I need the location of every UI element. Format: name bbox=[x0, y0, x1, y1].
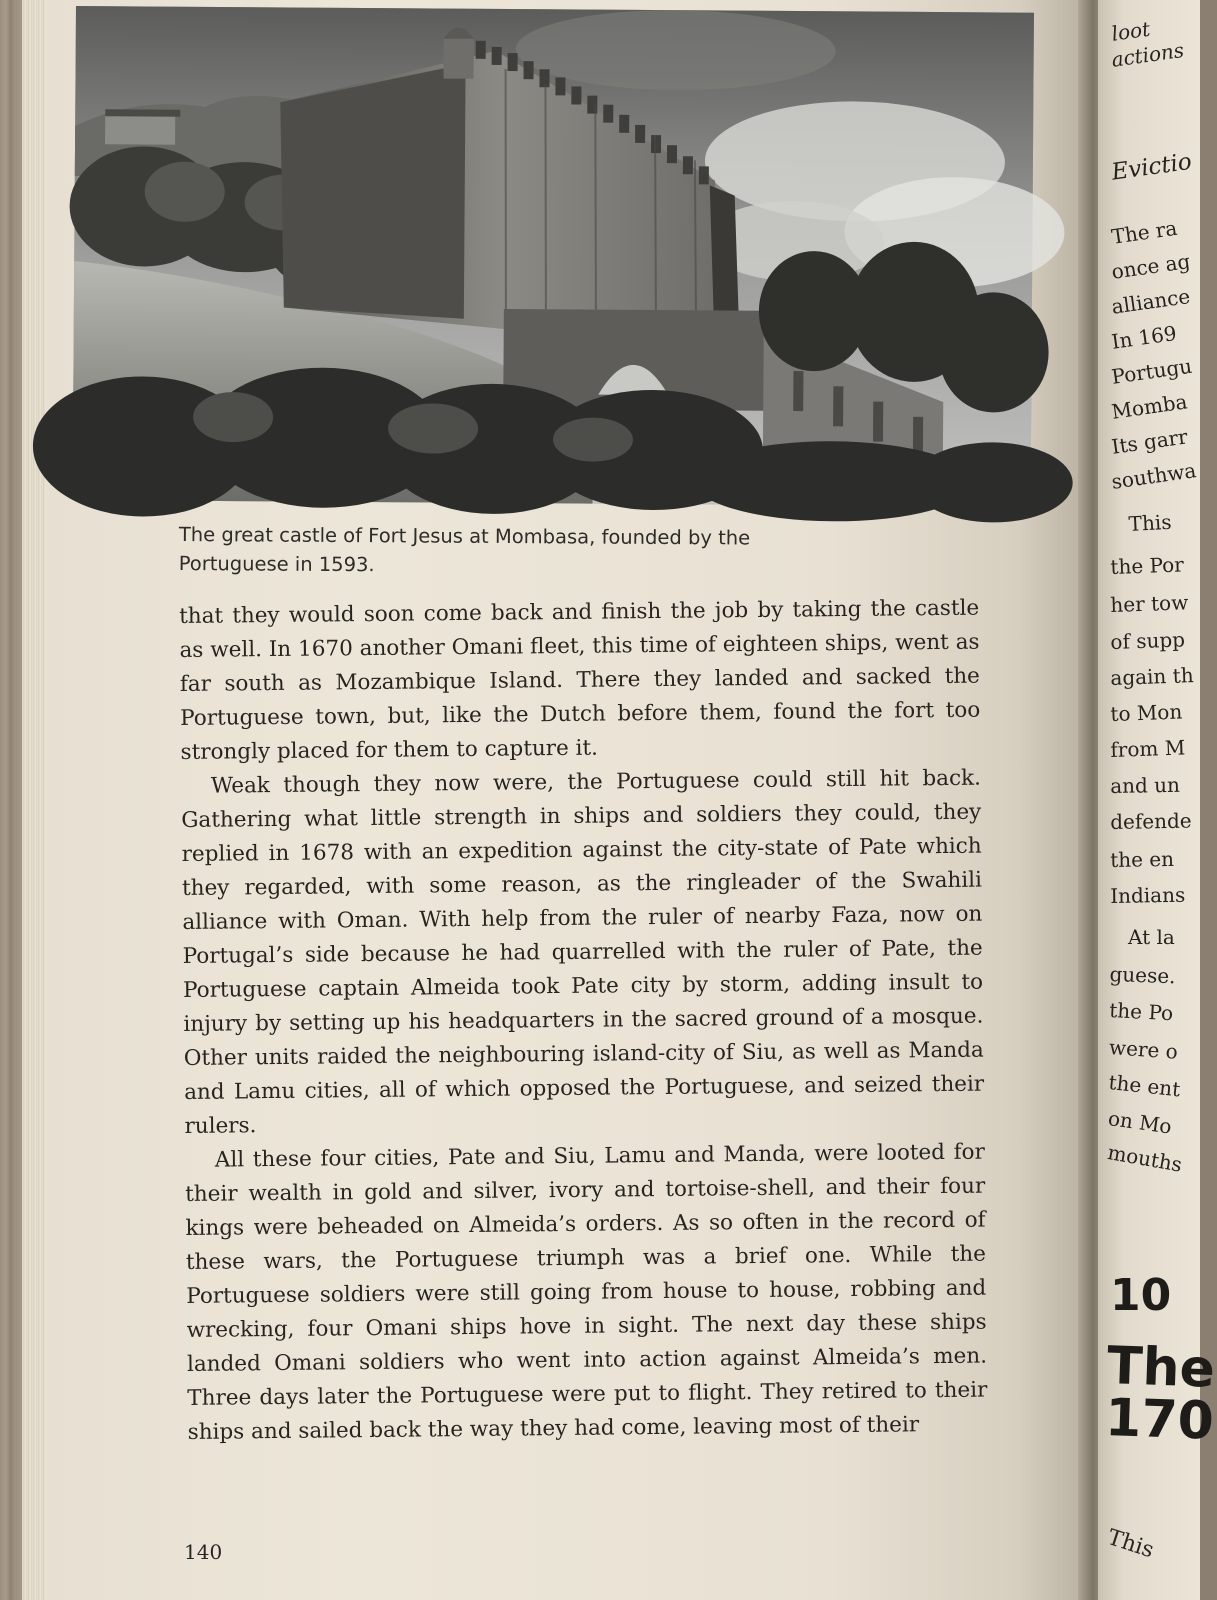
facing-line: on Mo bbox=[1106, 1106, 1174, 1139]
left-page bbox=[46, 0, 1092, 1600]
facing-line: from M bbox=[1110, 735, 1186, 762]
facing-line: Its garr bbox=[1110, 424, 1190, 459]
photo-illustration bbox=[73, 6, 1034, 507]
facing-line: defende bbox=[1110, 808, 1192, 834]
facing-line: southwa bbox=[1110, 458, 1198, 494]
caption-line-1: The great castle of Fort Jesus at Mombasa, founded by the bbox=[178, 522, 751, 550]
facing-line: and un bbox=[1110, 772, 1181, 798]
facing-line: once ag bbox=[1110, 248, 1192, 284]
facing-line: Indians bbox=[1110, 882, 1186, 908]
facing-line: the en bbox=[1110, 846, 1175, 872]
facing-line: actions bbox=[1110, 37, 1186, 72]
facing-line: of supp bbox=[1110, 627, 1186, 654]
facing-line: At la bbox=[1128, 925, 1175, 949]
facing-line: alliance bbox=[1110, 284, 1192, 319]
facing-line: the Po bbox=[1108, 998, 1174, 1026]
facing-line: to Mon bbox=[1110, 699, 1183, 726]
body-text bbox=[179, 592, 988, 1450]
photo-caption bbox=[179, 520, 939, 583]
body-paragraph-2: Weak though they now were, the Portuguese could still hit back. Gathering what little strength in ships and soldiers they could, they replied in 1678 with an expedition against the city-state of Pate which they regarded, with some reason, as the ringleader of the Swahili alliance with Oman. With help from the ruler of nearby Faza, now on Portugal’s side because he had quarrelled with the ruler of Pate, the Portuguese captain Almeida took Pate city by storm, adding insult to injury by setting up his headquarters in the sacred ground of a mosque. Other units raided the neighbouring island-city of Siu, as well as Manda and Lamu cities, all of which opposed the Portuguese, and seized their rulers. bbox=[181, 765, 985, 1139]
facing-line: In 169 bbox=[1110, 320, 1179, 354]
facing-line: This bbox=[1128, 509, 1173, 536]
facing-line: again th bbox=[1110, 663, 1194, 690]
facing-line: loot bbox=[1110, 16, 1152, 46]
caption-line-2: Portuguese in 1593. bbox=[178, 551, 375, 577]
facing-line: her tow bbox=[1110, 590, 1189, 617]
facing-line: Momba bbox=[1110, 389, 1189, 424]
chapter-number: 10 bbox=[1110, 1270, 1172, 1321]
facing-line: the Por bbox=[1110, 552, 1185, 579]
facing-line: Portugu bbox=[1110, 353, 1194, 389]
facing-line: guese. bbox=[1109, 962, 1176, 989]
chapter-title: The 170 bbox=[1104, 1336, 1216, 1452]
facing-page bbox=[1098, 0, 1216, 1600]
body-paragraph-3: All these four cities, Pate and Siu, Lamu and Manda, were looted for their wealth in gold and silver, ivory and tortoise-shell, and their four kings were beheaded on Almeida’s orders. As so often in the record of these wars, the Portuguese triumph was a brief one. While the Portuguese soldiers were still going from house to house, robbing and wrecking, four Omani ships hove in sight. The next day these ships landed Omani soldiers who went into action against Almeida’s men. Three days later the Portuguese were put to flight. They retired to their ships and sailed back the way they had come, leaving most of their bbox=[185, 1139, 988, 1445]
facing-line: the ent bbox=[1107, 1070, 1182, 1102]
facing-section-heading: Evictio bbox=[1110, 148, 1194, 186]
page-number: 140 bbox=[184, 1540, 223, 1564]
facing-line: The ra bbox=[1110, 215, 1179, 249]
facing-line: mouths bbox=[1105, 1140, 1184, 1177]
facing-foot-line: This bbox=[1104, 1525, 1157, 1564]
facing-line: were o bbox=[1108, 1035, 1179, 1064]
body-paragraph-1: that they would soon come back and finish the job by taking the castle as well. In 1670 another Omani fleet, this time of eighteen ships, went as far south as Mozambique Island. There they landed and sacked the Portuguese town, but, like the Dutch before them, found the fort too strongly placed for them to capture it. bbox=[179, 595, 981, 765]
fort-jesus-photograph bbox=[73, 6, 1034, 507]
